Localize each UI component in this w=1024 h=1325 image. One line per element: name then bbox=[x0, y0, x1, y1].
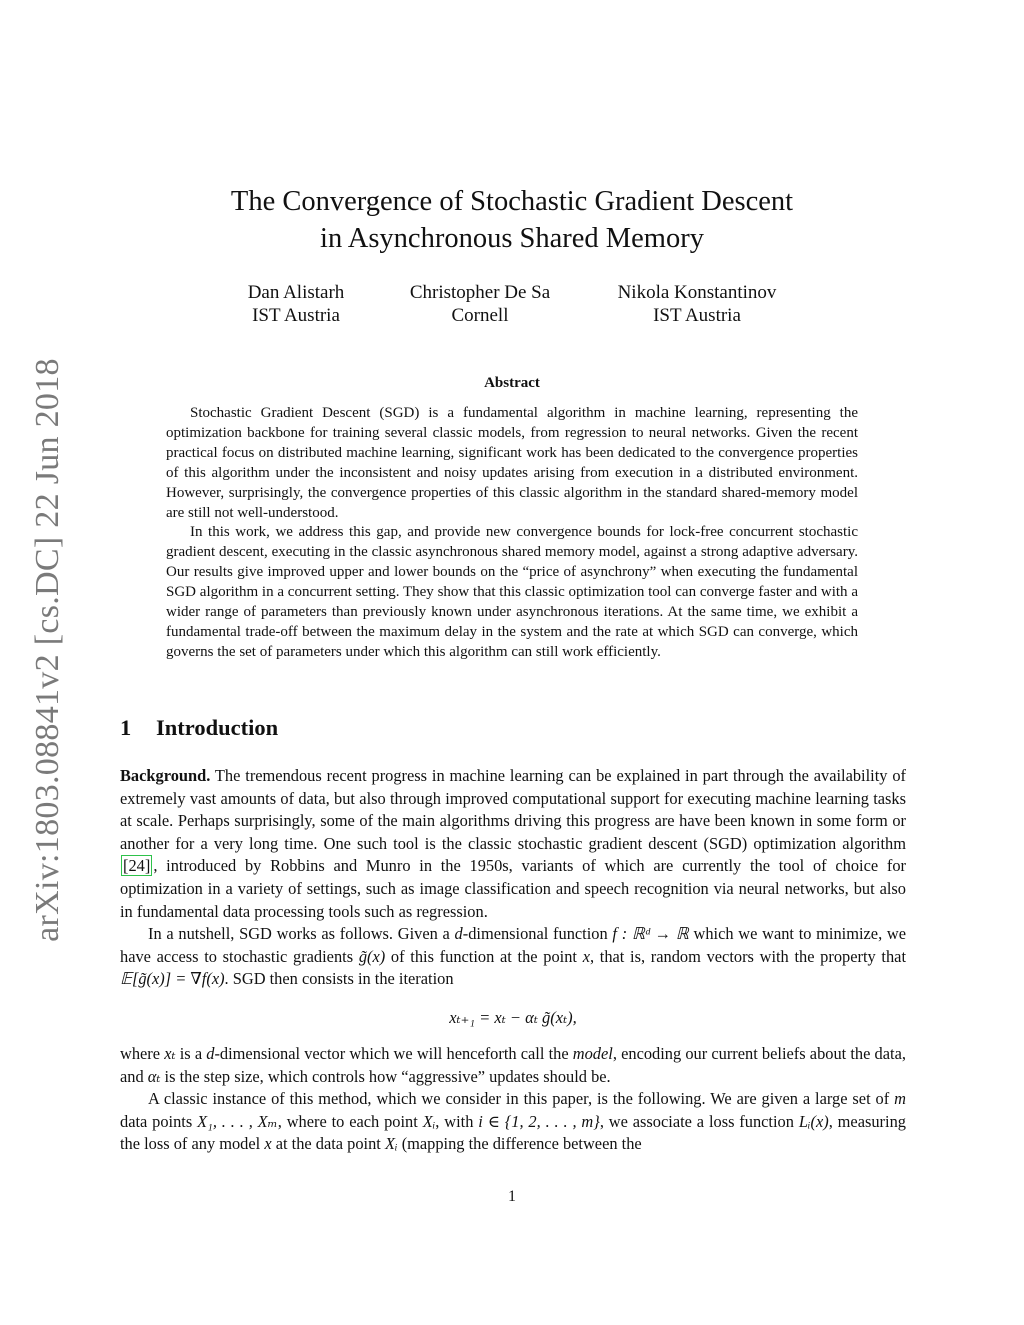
title-line-2: in Asynchronous Shared Memory bbox=[320, 223, 704, 254]
body-paragraph: Background. The tremendous recent progress in machine learning can be explained in part through the availability of extremely vast amounts of data, but also through improved computational support for executing machine learning tasks at scale. Perhaps surprisingly, some of the main algorithms driving this progress are have been known in some form or another for a very long time. One such tool is the classic stochastic gradient descent (SGD) optimization algorithm [24] , introduced by Robbins and Munro in the 1950s, variants of which are currently the tool of choice for optimization in a variety of settings, such as image classification and speech recognition via neural networks, but also in fundamental data processing tools such as regression. bbox=[120, 766, 906, 921]
math-inline: xₜ bbox=[164, 1043, 176, 1063]
math-inline: Lᵢ(x) bbox=[798, 1111, 829, 1131]
body-paragraph: In a nutshell, SGD works as follows. Given a d-dimensional function f : ℝᵈ → ℝ which we want to minimize, we have access to stochastic gradients g̃(x) of this function at the point x, that is, random vectors with the property that 𝔼[g̃(x)] = ∇f(x). SGD then consists in the iteration bbox=[120, 924, 906, 989]
math-inline: g̃(x) bbox=[358, 946, 386, 966]
math-inline: d bbox=[206, 1043, 215, 1063]
math-inline: d bbox=[454, 924, 463, 944]
author-block bbox=[410, 281, 550, 327]
author-affiliation: IST Austria bbox=[653, 305, 741, 326]
section-title-text: Introduction bbox=[156, 715, 279, 740]
section-heading bbox=[120, 714, 278, 742]
paragraph-label: Background. bbox=[120, 766, 211, 785]
body-paragraph: where xₜ is a d-dimensional vector which we will henceforth call the model, encoding our current beliefs about the data, and αₜ is the step size, which controls how “aggressive” updates should be. bbox=[120, 1043, 906, 1086]
section-body bbox=[120, 765, 906, 1156]
math-inline: Xᵢ bbox=[422, 1111, 436, 1131]
math-inline: f : ℝᵈ → ℝ bbox=[612, 924, 689, 944]
math-inline: X₁, . . . , Xₘ bbox=[197, 1111, 278, 1131]
math-inline: m bbox=[894, 1089, 906, 1109]
citation-link[interactable]: [24] bbox=[123, 856, 151, 876]
math-inline: 𝔼[g̃(x)] = ∇f(x) bbox=[120, 969, 225, 989]
emphasis-term: model bbox=[572, 1043, 613, 1063]
page-number: 1 bbox=[508, 1188, 516, 1205]
abstract-paragraph: In this work, we address this gap, and provide new convergence bounds for lock-free concurrent stochastic gradient descent, executing in the classic asynchronous shared memory model, against a strong adaptive adversary. Our results give improved upper and lower bounds on the “price of asynchrony” when executing the fundamental SGD algorithm in a concurrent setting. They show that this classic optimization tool can converge faster and with a wider range of parameters than previously known under asynchronous iterations. At the same time, we exhibit a fundamental trade-off between the maximum delay in the system and the rate at which SGD can converge, which governs the set of parameters under which this algorithm can still work efficiently. bbox=[166, 524, 858, 660]
body-paragraph: A classic instance of this method, which we consider in this paper, is the following. We are given a large set of m data points X₁, . . . , Xₘ, where to each point Xᵢ, with i ∈ {1, 2, . . . , m}, we associate a loss function Lᵢ(x), measuring the loss of any model x at the data point Xᵢ (mapping the difference between the bbox=[120, 1089, 906, 1154]
math-inline: x bbox=[264, 1134, 272, 1154]
author-name: Dan Alistarh bbox=[247, 282, 345, 303]
title-line-1: The Convergence of Stochastic Gradient Descent bbox=[230, 186, 794, 217]
author-block bbox=[248, 281, 345, 327]
author-affiliation: Cornell bbox=[451, 305, 509, 326]
author-name: Christopher De Sa bbox=[409, 282, 551, 303]
author-affiliation: IST Austria bbox=[252, 305, 340, 326]
section-number: 1 bbox=[120, 715, 132, 740]
arxiv-identifier: arXiv:1803.08841v2 [cs.DC] 22 Jun 2018 bbox=[29, 358, 66, 942]
author-block bbox=[618, 281, 777, 327]
abstract-heading: Abstract bbox=[484, 375, 540, 391]
math-inline: i ∈ {1, 2, . . . , m} bbox=[478, 1111, 600, 1131]
math-inline: Xᵢ bbox=[384, 1134, 398, 1154]
author-name: Nikola Konstantinov bbox=[617, 282, 777, 303]
abstract-paragraph: Stochastic Gradient Descent (SGD) is a fundamental algorithm in machine learning, representing the optimization backbone for training several classic models, from regression to neural networks. Given the recent practical focus on distributed machine learning, significant work has been dedicated to the convergence properties of this algorithm under the inconsistent and noisy updates arising from execution in a distributed environment. However, surprisingly, the convergence properties of this classic algorithm in the standard shared-memory model are still not well-understood. bbox=[166, 405, 858, 521]
math-inline: x bbox=[582, 946, 590, 966]
math-inline: αₜ bbox=[147, 1066, 161, 1086]
paper-title bbox=[120, 183, 904, 257]
display-equation: xₜ₊₁ = xₜ − αₜ g̃(xₜ), bbox=[449, 1007, 577, 1027]
abstract-body bbox=[166, 404, 858, 663]
